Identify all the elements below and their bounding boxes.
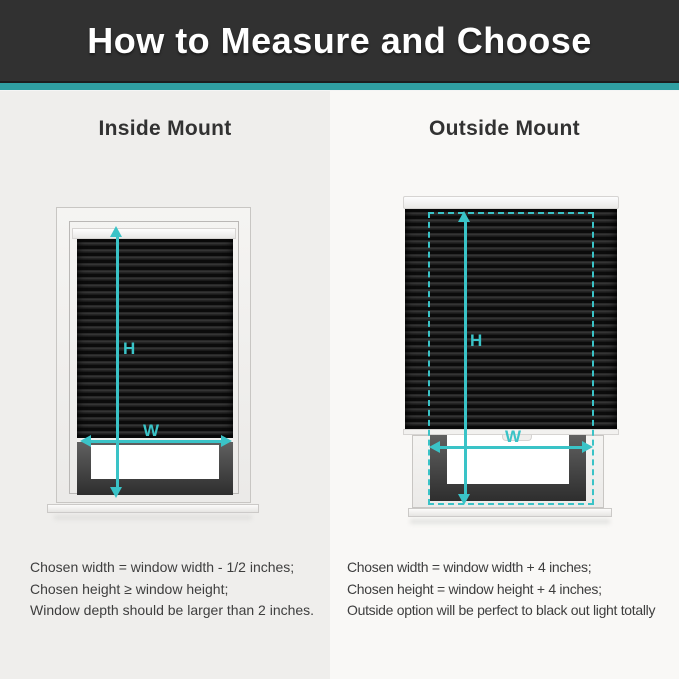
window-sill [47,504,259,513]
note-line: Outside option will be perfect to black out light totally [347,602,656,618]
width-arrow-head-left-icon [429,441,440,453]
note-line: Window depth should be larger than 2 inches. [30,602,315,618]
note-line: Chosen width = window width + 4 inches; [347,559,592,575]
height-arrow-head-top-icon [458,211,470,222]
width-arrow-head-left-icon [80,435,91,447]
width-label: W [504,427,522,446]
window-outline-dashed [428,212,594,505]
height-arrow-line [464,222,467,494]
inside-mount-title: Inside Mount [98,117,232,140]
height-arrow-head-top-icon [110,226,122,237]
outside-mount-notes [347,557,655,622]
page-title: How to Measure and Choose [87,19,592,61]
outside-mount-panel [330,91,679,679]
note-line: Chosen height ≥ window height; [30,580,229,597]
width-label: W [142,421,160,440]
window-sill [408,508,612,517]
window-opening [91,445,219,479]
outside-mount-title: Outside Mount [429,117,580,140]
inside-mount-notes [30,557,314,622]
sill-shadow [410,519,610,524]
note-line: Chosen height = window height + 4 inches; [347,580,602,597]
inside-mount-panel [0,91,330,679]
height-arrow-line [116,237,119,487]
pleated-blind [77,239,233,438]
blind-headrail [403,196,619,209]
header-banner [0,0,679,83]
sill-shadow [54,515,252,520]
note-line: Chosen width = window width - 1/2 inches; [30,559,295,575]
width-arrow-head-right-icon [582,441,593,453]
height-arrow-head-bottom-icon [110,487,122,498]
height-label: H [470,331,483,350]
width-arrow-head-right-icon [221,435,232,447]
height-arrow-head-bottom-icon [458,494,470,505]
blind-headrail [72,228,236,239]
teal-accent-bar [0,83,679,91]
height-label: H [123,339,136,358]
